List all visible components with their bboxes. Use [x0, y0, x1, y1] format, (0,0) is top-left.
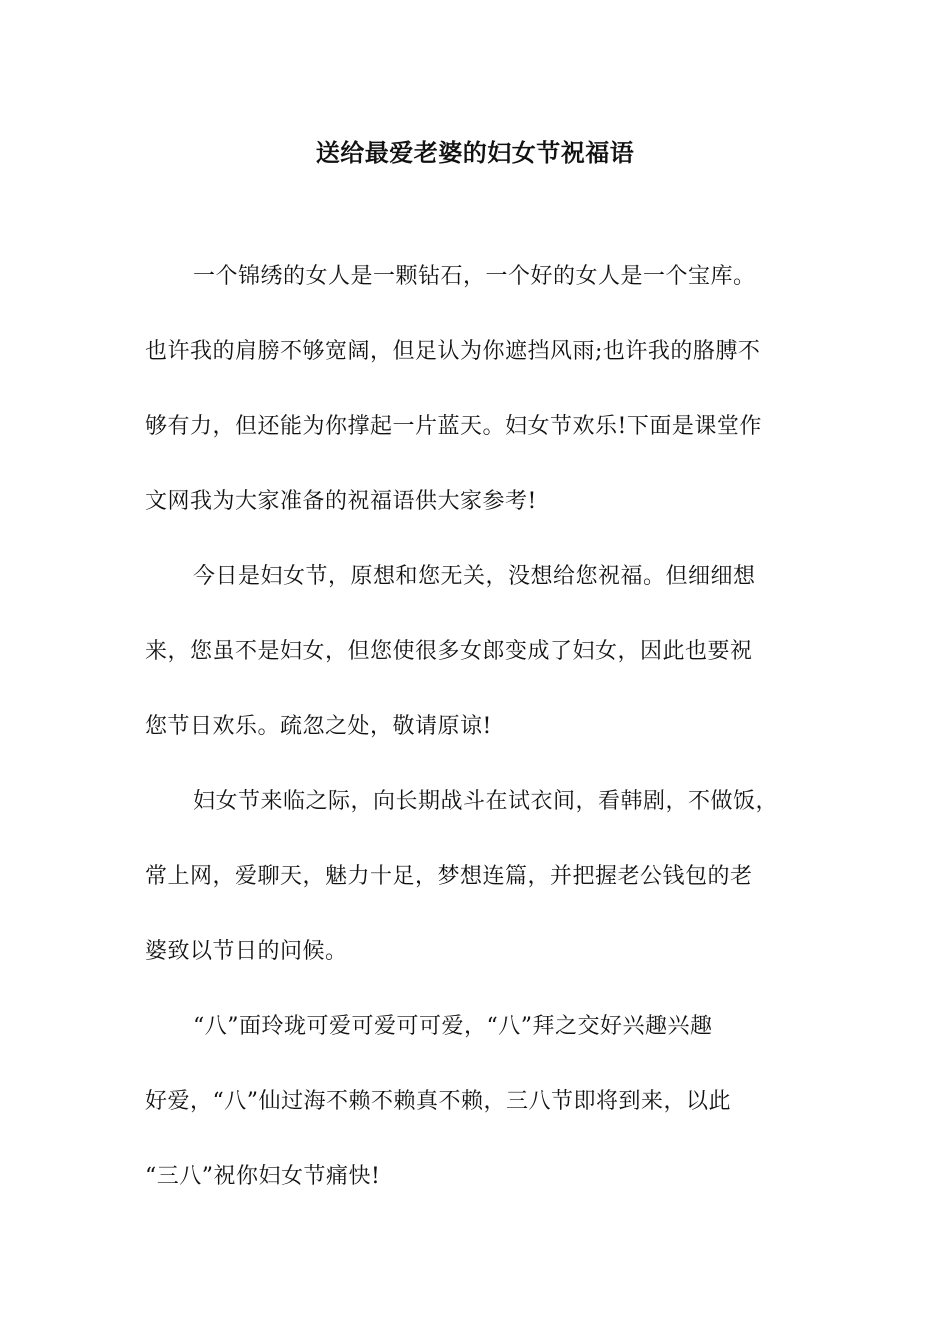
paragraph-line: “八”面玲珑可爱可爱可可爱，“八”拜之交好兴趣兴趣 — [193, 1014, 713, 1039]
paragraph-line: 您节日欢乐。疏忽之处，敬请原谅! — [145, 714, 492, 739]
paragraph-line: 今日是妇女节，原想和您无关，没想给您祝福。但细细想 — [193, 564, 756, 589]
paragraph-2 — [145, 539, 825, 764]
paragraph-line: 一个锦绣的女人是一颗钻石，一个好的女人是一个宝库。 — [193, 264, 756, 289]
paragraph-3 — [145, 764, 825, 989]
paragraph-line: 来，您虽不是妇女，但您使很多女郎变成了妇女，因此也要祝 — [145, 639, 753, 664]
paragraph-line: 常上网，爱聊天，魅力十足，梦想连篇，并把握老公钱包的老 — [145, 864, 753, 889]
paragraph-line: 婆致以节日的问候。 — [145, 939, 348, 964]
paragraph-line: 妇女节来临之际，向长期战斗在试衣间，看韩剧，不做饭， — [193, 789, 779, 814]
document-title: 送给最爱老婆的妇女节祝福语 — [315, 139, 635, 167]
paragraph-line: 文网我为大家准备的祝福语供大家参考! — [145, 489, 537, 514]
paragraph-line: 好爱，“八”仙过海不赖不赖真不赖，三八节即将到来，以此 — [145, 1089, 731, 1114]
paragraph-line: “三八”祝你妇女节痛快! — [145, 1164, 381, 1189]
paragraph-1 — [145, 239, 825, 539]
paragraph-line: 够有力，但还能为你撑起一片蓝天。妇女节欢乐!下面是课堂作 — [145, 414, 762, 439]
paragraph-4 — [145, 989, 825, 1214]
paragraph-line: 也许我的肩膀不够宽阔，但足认为你遮挡风雨;也许我的胳膊不 — [145, 339, 761, 364]
